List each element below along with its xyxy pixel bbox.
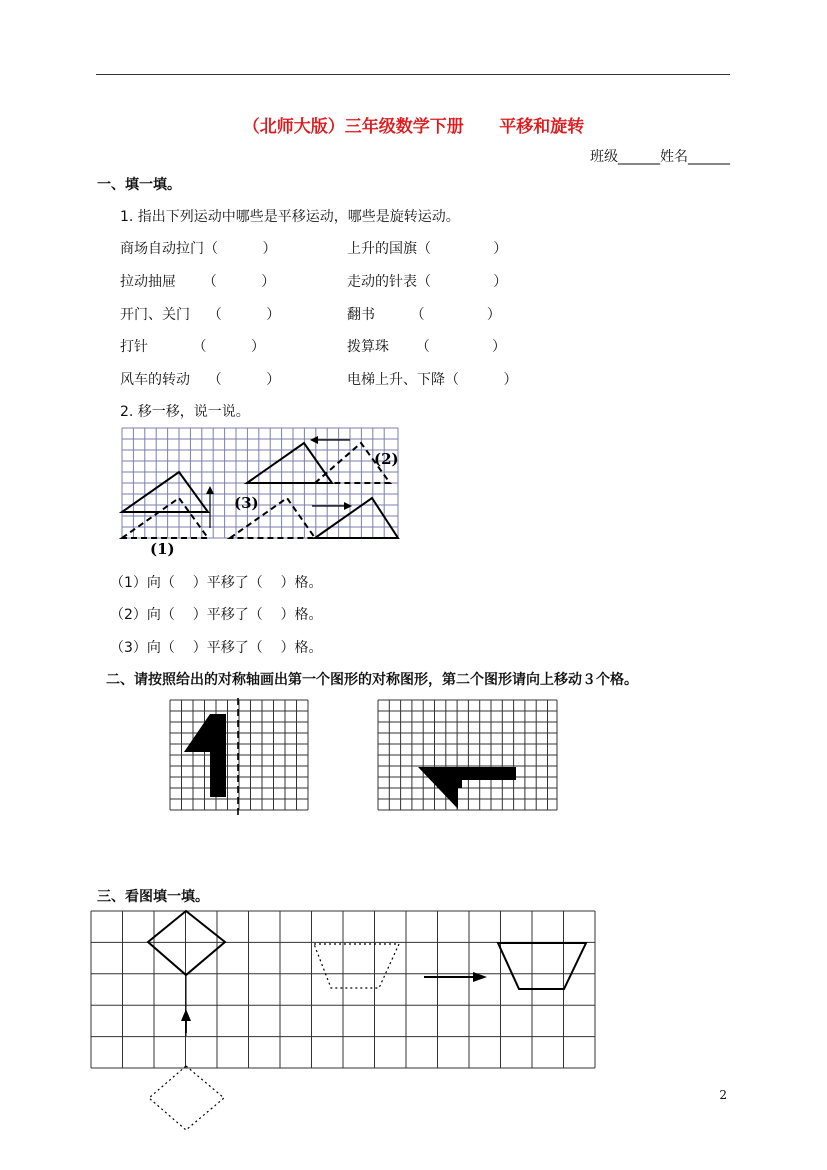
list-item: 开门、关门 （ ） — [120, 307, 281, 323]
page-title: （北师大版）三年级数学下册 平移和旋转 — [242, 117, 585, 137]
section1-heading: 一、填一填。 — [97, 177, 181, 193]
q2-prompt: 2. 移一移，说一说。 — [120, 404, 250, 420]
translation-grid-2 — [378, 700, 560, 815]
list-item: 拉动抽屉 （ ） — [120, 274, 276, 290]
figure-label-1: (1) — [150, 540, 175, 558]
list-item: 商场自动拉门（ ） — [120, 241, 277, 257]
list-item: 拨算珠 （ ） — [347, 339, 507, 355]
list-item: 翻书 （ ） — [347, 307, 501, 323]
up-arrow-icon — [181, 1009, 191, 1021]
list-item: 上升的国旗（ ） — [347, 241, 508, 257]
section3-heading: 三、看图填一填。 — [97, 889, 209, 905]
section2-heading: 二、请按照给出的对称轴画出第一个图形的对称图形，第二个图形请向上移动３个格。 — [106, 672, 638, 688]
diamond-shape — [148, 911, 225, 975]
list-item: 走动的针表（ ） — [347, 274, 508, 290]
trapezoid-shape — [498, 943, 586, 989]
right-arrow-icon — [344, 502, 352, 510]
section3-grid — [91, 911, 601, 1136]
q1-prompt: 1. 指出下列运动中哪些是平移运动，哪些是旋转运动。 — [120, 209, 460, 225]
class-name-line: 班级______姓名______ — [590, 149, 730, 165]
diamond-dotted-shape — [149, 1066, 224, 1130]
answer-line: （1）向（ ）平移了（ ）格。 — [110, 575, 323, 591]
left-arrow-icon — [310, 436, 318, 444]
triangle-1-original — [122, 472, 208, 512]
list-item: 打针 （ ） — [120, 339, 266, 355]
answer-line: （2）向（ ）平移了（ ）格。 — [110, 607, 323, 623]
trapezoid-dotted-shape — [314, 944, 399, 988]
list-item: 风车的转动 （ ） — [120, 372, 281, 388]
symmetry-grid — [170, 700, 310, 820]
page-number: 2 — [719, 1088, 727, 1102]
figure-label-2: (2) — [374, 450, 399, 468]
answer-line: （3）向（ ）平移了（ ）格。 — [110, 640, 323, 656]
figure-label-3: (3) — [234, 494, 259, 512]
header-rule — [96, 74, 730, 75]
list-item: 电梯上升、下降（ ） — [347, 372, 518, 388]
triangle-2-original — [247, 443, 332, 483]
translation-grid-figure — [122, 428, 402, 558]
